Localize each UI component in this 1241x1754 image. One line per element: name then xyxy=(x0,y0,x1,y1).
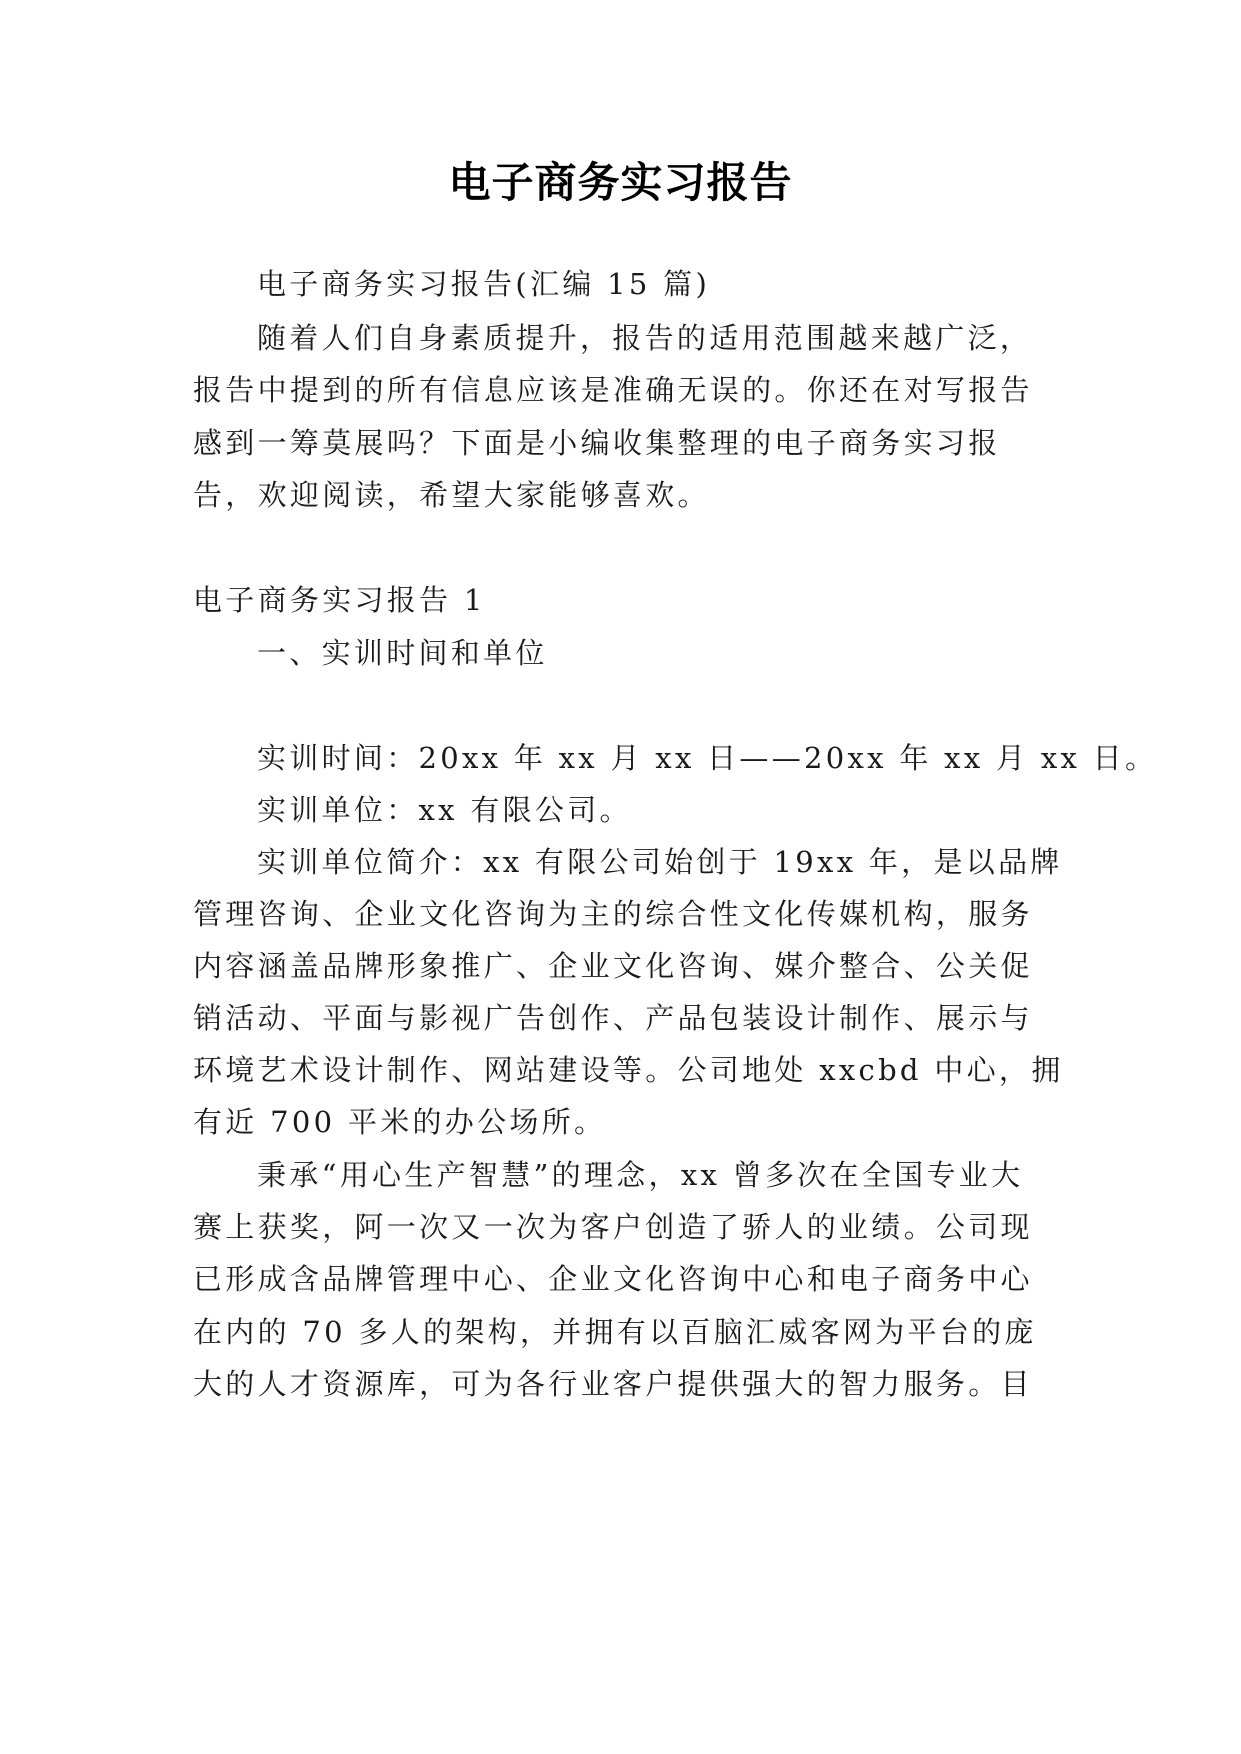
subtitle-line: 电子商务实习报告(汇编 15 篇) xyxy=(257,267,711,301)
paragraph-line: 在内的 70 多人的架构，并拥有以百脑汇威客网为平台的庞 xyxy=(193,1315,1037,1349)
section-heading: 电子商务实习报告 1 xyxy=(193,583,486,617)
paragraph-line: 感到一筹莫展吗？下面是小编收集整理的电子商务实习报 xyxy=(193,426,1001,460)
paragraph-line: 实训单位：xx 有限公司。 xyxy=(257,793,632,827)
paragraph-line: 环境艺术设计制作、网站建设等。公司地处 xxcbd 中心，拥 xyxy=(193,1053,1064,1087)
paragraph-line: 管理咨询、企业文化咨询为主的综合性文化传媒机构，服务 xyxy=(193,897,1033,931)
paragraph-line: 赛上获奖，阿一次又一次为客户创造了骄人的业绩。公司现 xyxy=(193,1210,1033,1244)
paragraph-line: 实训时间：20xx 年 xx 月 xx 日——20xx 年 xx 月 xx 日。 xyxy=(257,741,1158,775)
paragraph-line: 告，欢迎阅读，希望大家能够喜欢。 xyxy=(193,478,710,512)
paragraph-line: 销活动、平面与影视广告创作、产品包装设计制作、展示与 xyxy=(193,1001,1033,1035)
paragraph-line: 实训单位简介：xx 有限公司始创于 19xx 年，是以品牌 xyxy=(257,845,1063,879)
paragraph-line: 有近 700 平米的办公场所。 xyxy=(193,1105,607,1139)
paragraph-line: 已形成含品牌管理中心、企业文化咨询中心和电子商务中心 xyxy=(193,1262,1033,1296)
paragraph-line: 秉承“用心生产智慧”的理念，xx 曾多次在全国专业大 xyxy=(257,1158,1024,1192)
paragraph-line: 大的人才资源库，可为各行业客户提供强大的智力服务。目 xyxy=(193,1367,1033,1401)
document-title: 电子商务实习报告 xyxy=(448,158,793,207)
paragraph-line: 内容涵盖品牌形象推广、企业文化咨询、媒介整合、公关促 xyxy=(193,949,1033,983)
paragraph-line: 随着人们自身素质提升，报告的适用范围越来越广泛， xyxy=(257,321,1033,355)
paragraph-line: 报告中提到的所有信息应该是准确无误的。你还在对写报告 xyxy=(193,373,1033,407)
subsection-heading: 一、实训时间和单位 xyxy=(257,636,548,670)
